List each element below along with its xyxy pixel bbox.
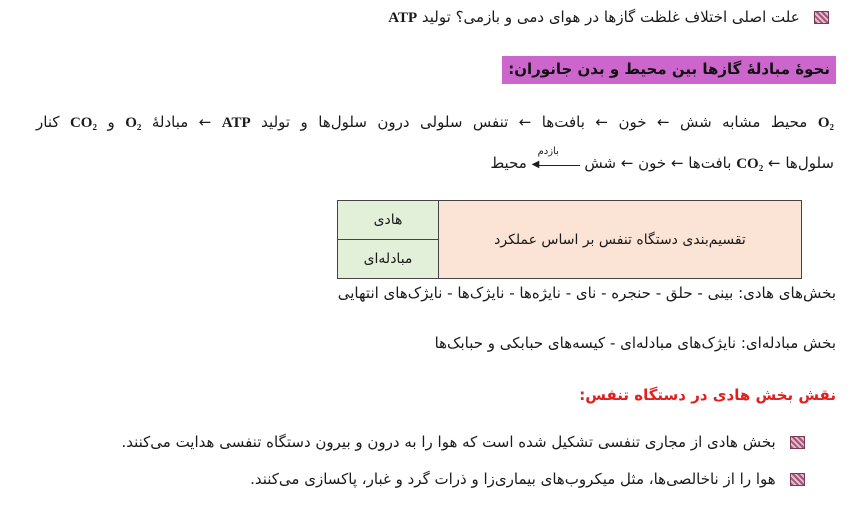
flow1-part1: محیط مشابه شش ← خون ← بافت‌ها ← تنفس سلولی درون سلول‌ها و تولید <box>261 113 808 131</box>
co2-label: CO₂ <box>69 115 97 131</box>
gas-flow-line-1 <box>36 113 834 132</box>
flow2-part2: بافت‌ها ← خون ← شش <box>584 154 732 172</box>
co2-label-2: CO₂ <box>736 156 764 172</box>
conducting-parts-line: بخش‌های هادی: بینی - حلق - حنجره - نای - نایژه‌ها - نایژک‌ها - نایژک‌های انتهایی <box>337 284 836 302</box>
question-text: علت اصلی اختلاف غلظت گازها در هوای دمی و بازمی؟ تولید <box>421 8 800 26</box>
gas-flow-line-2 <box>490 145 834 173</box>
flow2-part3: محیط <box>490 154 527 172</box>
exhale-arrow-label: بازدم <box>537 145 559 157</box>
classification-title-cell: تقسیم‌بندی دستگاه تنفس بر اساس عملکرد <box>439 201 802 279</box>
atp-term: ATP <box>388 10 418 26</box>
bullet-icon <box>790 473 805 486</box>
exhale-arrow-icon: بازدم ◀ <box>532 155 580 173</box>
flow1-part2: ← مبادلهٔ <box>151 113 212 131</box>
conducting-cell: هادی <box>338 201 439 240</box>
gas-exchange-heading: نحوهٔ مبادلهٔ گازها بین محیط و بدن جانوران: <box>502 56 836 84</box>
respiratory-classification-table <box>337 200 802 279</box>
o2-label: O₂ <box>817 115 834 131</box>
question-line <box>388 8 829 27</box>
role-bullet-2-text: هوا را از ناخالصی‌ها، مثل میکروب‌های بیماری‌زا و ذرات گرد و غبار، پاکسازی می‌کنند. <box>250 470 776 488</box>
flow1-tail: کنار <box>36 113 60 131</box>
role-bullet-2 <box>250 470 805 488</box>
exchange-cell: مبادله‌ای <box>338 240 439 279</box>
bullet-icon <box>814 11 829 24</box>
bullet-icon <box>790 436 805 449</box>
role-bullet-1 <box>121 433 805 451</box>
o2-label-2: O₂ <box>125 115 142 131</box>
atp-label: ATP <box>221 115 251 131</box>
exchange-parts-line: بخش مبادله‌ای: نایژک‌های مبادله‌ای - کیسه‌های حبابکی و حبابک‌ها <box>434 334 836 352</box>
role-bullet-1-text: بخش هادی از مجاری تنفسی تشکیل شده است که هوا را به درون و بیرون دستگاه تنفسی هدایت می‌کنند. <box>121 433 776 451</box>
flow1-and: و <box>107 113 115 131</box>
flow2-part1: سلول‌ها ← <box>768 154 834 172</box>
conducting-role-heading: نقش بخش هادی در دستگاه تنفس: <box>579 386 836 404</box>
